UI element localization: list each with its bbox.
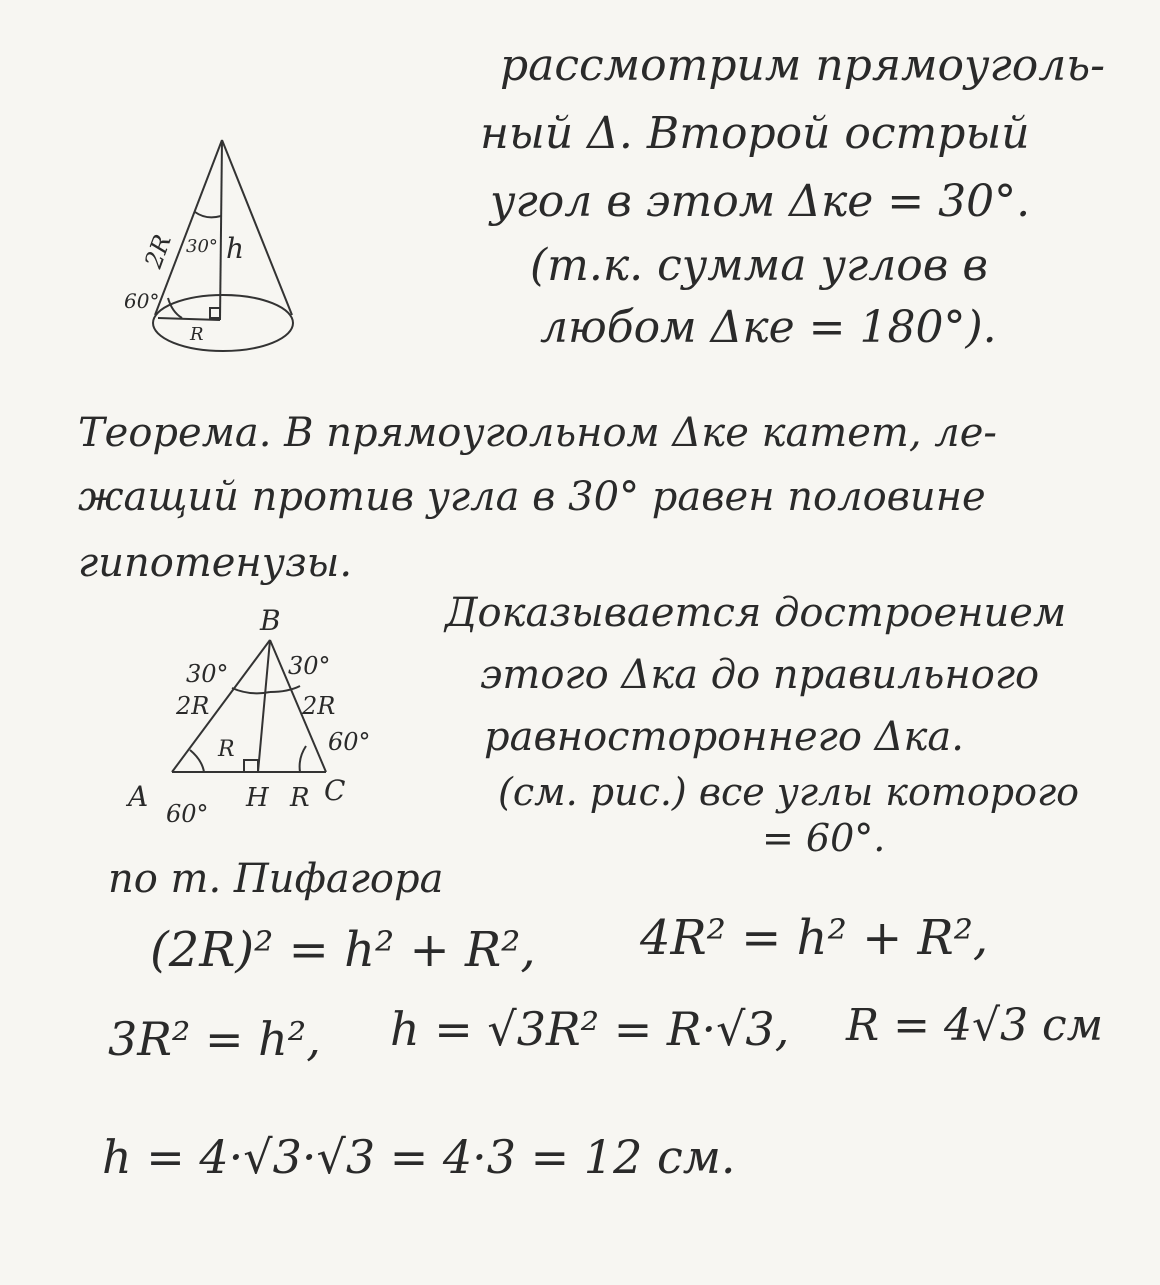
text-line: этого Δка до правильного — [480, 652, 1040, 698]
text-line: угол в этом Δке = 30°. — [490, 176, 1031, 227]
text-line: любом Δке = 180°). — [540, 302, 997, 353]
pythagoras-heading: по т. Пифагора — [108, 856, 444, 902]
text-line: равностороннего Δка. — [484, 714, 964, 760]
angle-a: 60° — [166, 800, 209, 828]
side-right: 2R — [302, 692, 336, 720]
seg-ah: R — [218, 737, 235, 762]
cone-angle-top: 30° — [186, 236, 218, 257]
cone-drawing — [120, 130, 310, 370]
text-line: гипотенузы. — [78, 540, 353, 586]
equation-6: h = 4·√3·√3 = 4·3 = 12 см. — [102, 1130, 736, 1184]
cone-angle-base: 60° — [124, 289, 160, 313]
text-line: рассмотрим прямоуголь- — [500, 40, 1106, 91]
vertex-b: B — [260, 604, 281, 637]
text-line: (т.к. сумма углов в — [530, 240, 988, 291]
triangle-figure — [120, 600, 400, 840]
text-line: жащий против угла в 30° равен половине — [78, 474, 986, 520]
equation-1: (2R)² = h² + R², — [150, 922, 536, 978]
text-line: (см. рис.) все углы которого — [498, 770, 1080, 814]
cone-figure — [120, 130, 310, 370]
text-line: Теорема. В прямоугольном Δке катет, ле- — [78, 410, 997, 456]
equation-5: R = 4√3 см — [846, 1000, 1104, 1051]
vertex-a: A — [128, 780, 149, 813]
cone-radius-label: R — [190, 324, 204, 345]
seg-hc: R — [290, 783, 310, 813]
side-left: 2R — [176, 692, 210, 720]
equation-4: h = √3R² = R·√3, — [390, 1002, 790, 1056]
text-line: Доказывается достроением — [445, 590, 1067, 636]
triangle-drawing — [120, 600, 400, 840]
cone-slant-label: 2R — [139, 230, 177, 272]
cone-height-label: h — [226, 232, 245, 265]
equation-3: 3R² = h², — [108, 1012, 321, 1066]
angle-left-top: 30° — [186, 660, 229, 688]
equation-2: 4R² = h² + R², — [640, 910, 989, 966]
text-line: = 60°. — [762, 816, 886, 860]
vertex-c: C — [324, 774, 346, 807]
angle-right-top: 30° — [288, 652, 331, 680]
angle-c: 60° — [328, 728, 371, 756]
foot-h: H — [246, 783, 269, 813]
text-line: ный Δ. Второй острый — [480, 108, 1030, 159]
